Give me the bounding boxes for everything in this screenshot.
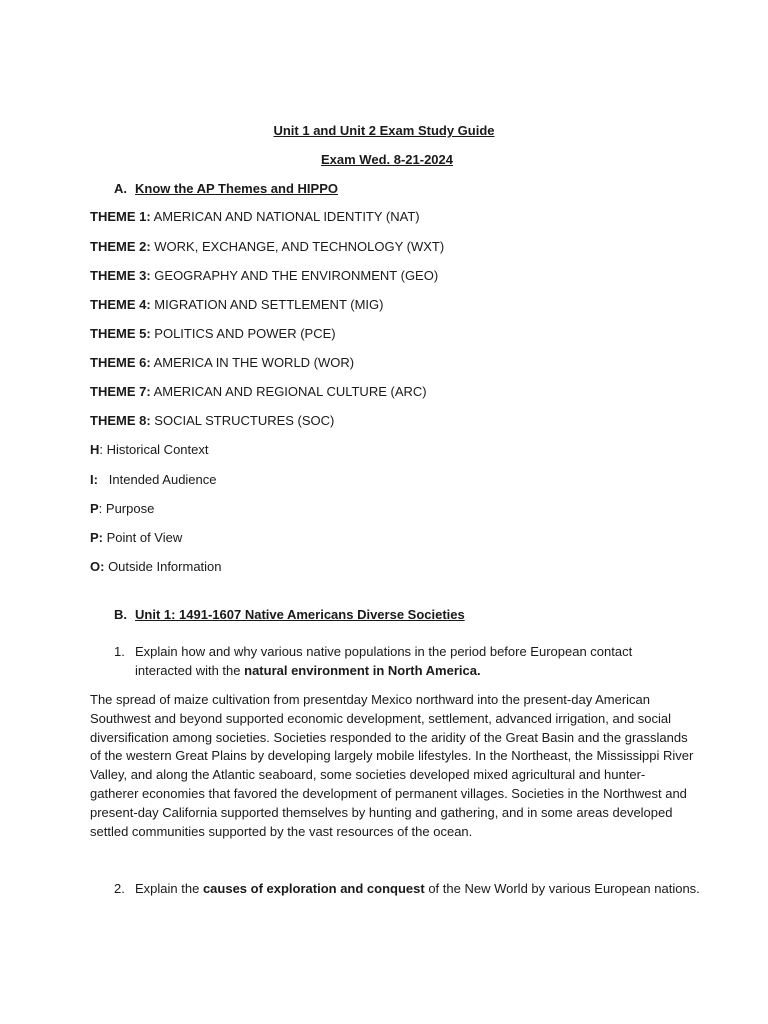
paragraph-line: The spread of maize cultivation from presentday Mexico northward into the present-day American (90, 692, 650, 707)
question-1-number: 1. (114, 644, 125, 659)
question-2-text (135, 880, 700, 898)
question-1-plain: interacted with the (135, 663, 245, 678)
theme-label: THEME 5: (90, 326, 151, 341)
hippo-text: : Historical Context (99, 442, 209, 457)
paragraph-line: present-day California supported themselves by hunting and gathering, and in some areas developed (90, 804, 673, 820)
paragraph-line: of the western Great Plains by developing largely mobile lifestyles. In the Northeast, the Mississippi River (90, 748, 694, 764)
theme-label: THEME 7: (90, 384, 151, 399)
hippo-text: : Purpose (98, 501, 155, 516)
theme-item (90, 208, 420, 226)
theme-item (90, 354, 354, 372)
document-title: Unit 1 and Unit 2 Exam Study Guide (273, 123, 495, 138)
exam-date: Exam Wed. 8-21-2024 (321, 152, 453, 167)
hippo-item (90, 529, 182, 547)
question-1-bold: natural environment in North America. (244, 663, 481, 678)
hippo-letter: I: (90, 472, 98, 487)
section-a-heading: Know the AP Themes and HIPPO (135, 181, 338, 196)
theme-text: WORK, EXCHANGE, AND TECHNOLOGY (WXT) (150, 239, 445, 254)
theme-text: AMERICAN AND REGIONAL CULTURE (ARC) (150, 384, 427, 399)
question-1-line1: Explain how and why various native populations in the period before European contact (135, 644, 633, 659)
hippo-item (90, 558, 222, 576)
hippo-text: Point of View (103, 530, 183, 545)
question-2-bold: causes of exploration and conquest (202, 881, 425, 896)
hippo-item (90, 500, 154, 518)
section-a-marker: A. (114, 181, 127, 196)
theme-text: MIGRATION AND SETTLEMENT (MIG) (150, 297, 384, 312)
theme-text: AMERICA IN THE WORLD (WOR) (150, 355, 355, 370)
question-2-post: of the New World by various European nations. (424, 881, 700, 896)
theme-item (90, 383, 427, 401)
theme-item (90, 296, 383, 314)
theme-item (90, 325, 336, 343)
hippo-letter: O: (90, 559, 105, 574)
section-b-heading: Unit 1: 1491-1607 Native Americans Diverse Societies (135, 607, 465, 622)
theme-text: GEOGRAPHY AND THE ENVIRONMENT (GEO) (150, 268, 439, 283)
theme-text: AMERICAN AND NATIONAL IDENTITY (NAT) (150, 209, 420, 224)
section-b-marker: B. (114, 607, 127, 622)
theme-label: THEME 8: (90, 413, 151, 428)
theme-text: POLITICS AND POWER (PCE) (150, 326, 336, 341)
theme-item (90, 412, 334, 430)
hippo-letter: P: (90, 530, 103, 545)
theme-label: THEME 1: (90, 209, 151, 224)
hippo-text: Intended Audience (97, 472, 217, 487)
theme-item (90, 267, 438, 285)
question-2-pre: Explain the (135, 881, 203, 896)
paragraph-line: diversification among societies. Societies responded to the aridity of the Great Basin and the grasslands (90, 729, 688, 745)
paragraph-line: gatherer economies that favored the development of permanent villages. Societies in the Northwest and (90, 785, 687, 801)
question-2-number: 2. (114, 881, 125, 896)
hippo-text: Outside Information (104, 559, 222, 574)
question-1-line2 (135, 662, 481, 680)
paragraph-line: Valley, and along the Atlantic seaboard, some societies developed mixed agricultural and hunter- (90, 767, 646, 783)
theme-item (90, 238, 444, 256)
hippo-letter: P (90, 501, 99, 516)
answer-paragraph (90, 691, 694, 841)
theme-text: SOCIAL STRUCTURES (SOC) (150, 413, 335, 428)
hippo-letter: H (90, 442, 100, 457)
hippo-item (90, 471, 217, 489)
theme-label: THEME 3: (90, 268, 151, 283)
theme-label: THEME 2: (90, 239, 151, 254)
theme-label: THEME 4: (90, 297, 151, 312)
theme-label: THEME 6: (90, 355, 151, 370)
paragraph-line: settled communities supported by the vast resources of the ocean. (90, 823, 473, 839)
hippo-item (90, 441, 208, 459)
paragraph-line: Southwest and beyond supported economic development, settlement, advanced irrigation, and social (90, 710, 672, 726)
